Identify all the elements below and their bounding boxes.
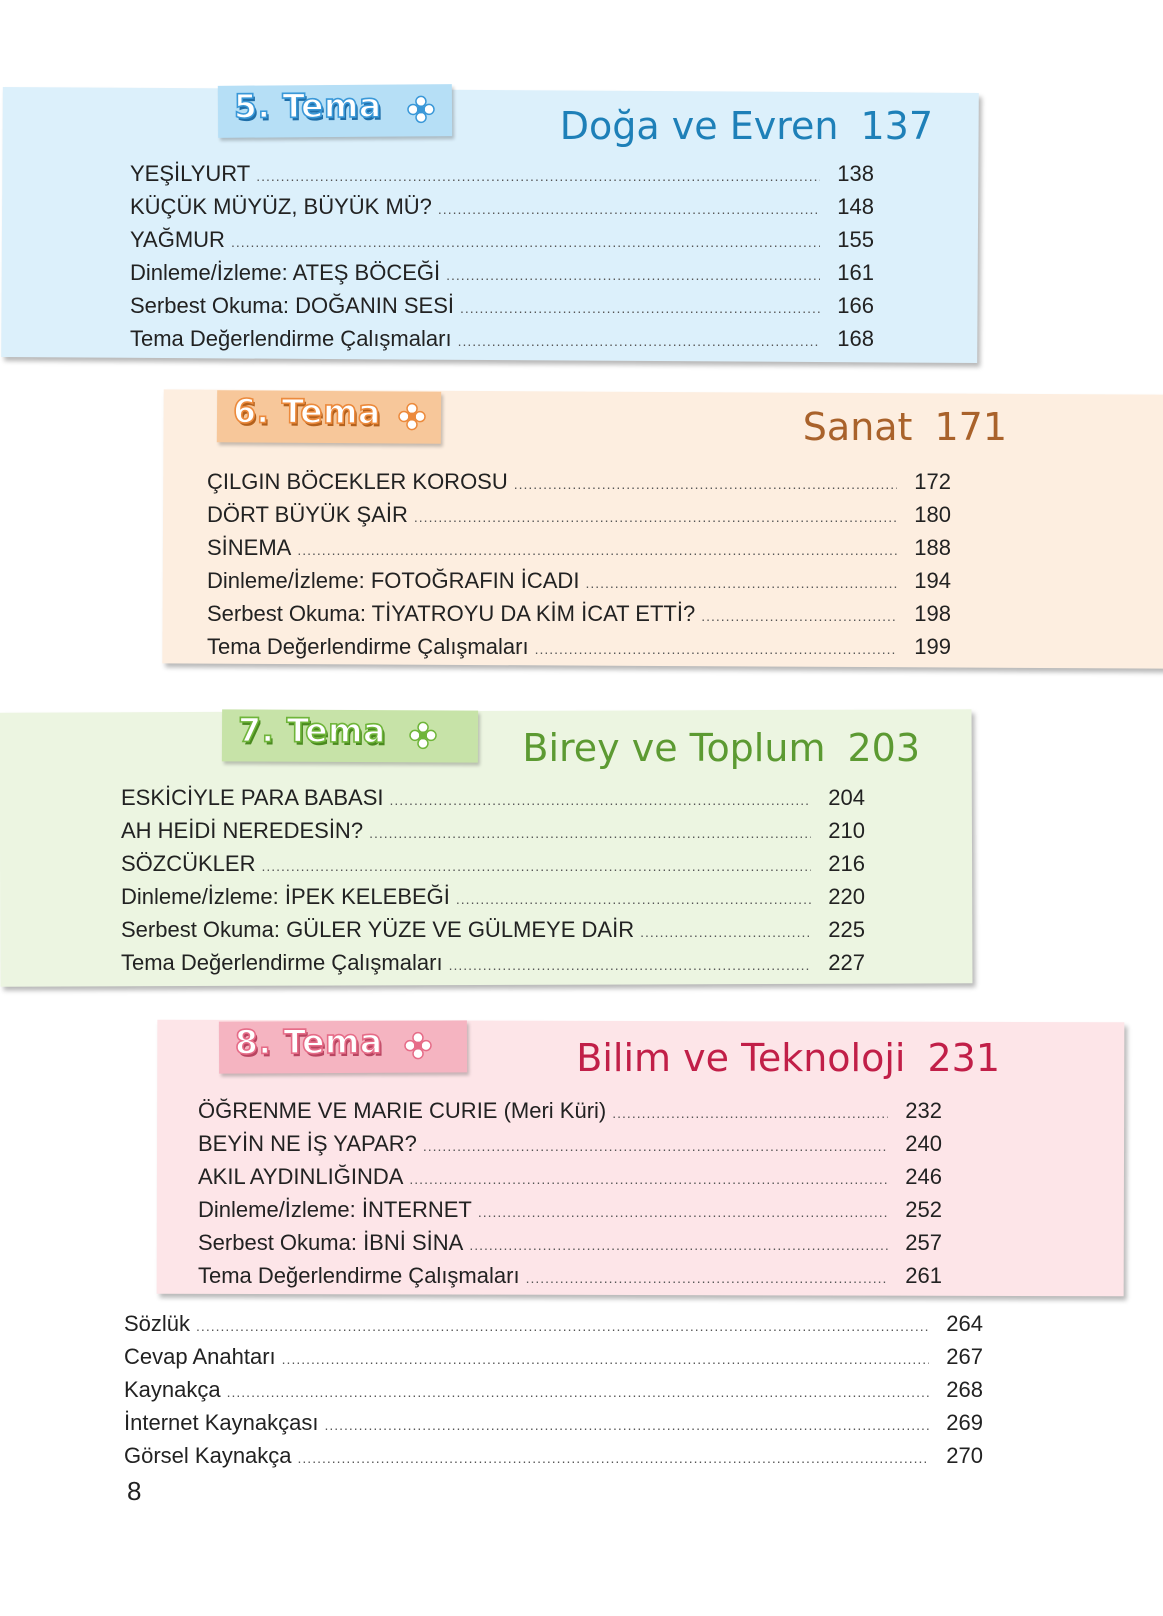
- toc-entry-title: Serbest Okuma: İBNİ SİNA: [198, 1230, 464, 1255]
- toc-entry[interactable]: [207, 630, 951, 663]
- theme-start-page: 171: [934, 405, 1007, 449]
- toc-entry[interactable]: [198, 1094, 942, 1127]
- dot-leader: [438, 193, 820, 226]
- toc-entry-title: Dinleme/İzleme: İNTERNET: [198, 1197, 472, 1222]
- toc-entry[interactable]: [198, 1259, 942, 1292]
- dot-leader: [456, 883, 811, 916]
- toc-entry-title: YEŞİLYURT: [130, 161, 251, 186]
- dot-leader: [414, 501, 897, 534]
- toc-entry-page: 240: [905, 1131, 942, 1156]
- toc-entry[interactable]: [130, 256, 874, 289]
- toc-entry[interactable]: [124, 1307, 983, 1340]
- toc-entry-title: Tema Değerlendirme Çalışmaları: [130, 326, 452, 351]
- dot-leader: [282, 1343, 929, 1376]
- theme-7-tab: [222, 709, 478, 762]
- dot-leader: [409, 1163, 888, 1196]
- dot-leader: [256, 160, 820, 193]
- theme-title-text: Sanat: [802, 405, 913, 449]
- toc-entry[interactable]: [121, 814, 865, 847]
- toc-entry-title: Tema Değerlendirme Çalışmaları: [198, 1263, 520, 1288]
- toc-entry-page: 268: [946, 1377, 983, 1402]
- dot-leader: [324, 1409, 929, 1442]
- toc-entry-title: Tema Değerlendirme Çalışmaları: [121, 950, 443, 975]
- dot-leader: [535, 633, 897, 666]
- toc-entry[interactable]: [207, 498, 951, 531]
- toc-entry[interactable]: [121, 781, 865, 814]
- toc-entry-title: Serbest Okuma: DOĞANIN SESİ: [130, 293, 454, 318]
- toc-entry-page: 257: [905, 1230, 942, 1255]
- theme-5-toc: [130, 157, 874, 355]
- toc-entry-page: 269: [946, 1410, 983, 1435]
- toc-entry-page: 267: [946, 1344, 983, 1369]
- toc-entry[interactable]: [130, 322, 874, 355]
- dot-leader: [196, 1310, 929, 1343]
- theme-start-page: 203: [847, 726, 920, 770]
- theme-6-title: [803, 405, 1007, 449]
- dot-leader: [640, 916, 811, 949]
- toc-entry[interactable]: [130, 223, 874, 256]
- dot-leader: [227, 1376, 929, 1409]
- toc-entry[interactable]: [198, 1193, 942, 1226]
- toc-entry[interactable]: [124, 1406, 983, 1439]
- toc-entry[interactable]: [124, 1373, 983, 1406]
- toc-entry-page: 264: [946, 1311, 983, 1336]
- toc-entry-title: KÜÇÜK MÜYÜZ, BÜYÜK MÜ?: [130, 194, 432, 219]
- theme-5-tab: [218, 84, 452, 138]
- theme-title-text: Doğa ve Evren: [559, 104, 839, 148]
- toc-entry[interactable]: [198, 1226, 942, 1259]
- toc-entry-title: Dinleme/İzleme: FOTOĞRAFIN İCADI: [207, 568, 580, 593]
- theme-start-page: 137: [860, 104, 933, 148]
- theme-title-text: Birey ve Toplum: [522, 726, 826, 770]
- dot-leader: [585, 567, 897, 600]
- toc-entry-title: Dinleme/İzleme: İPEK KELEBEĞİ: [121, 884, 450, 909]
- toc-entry-page: 188: [914, 535, 951, 560]
- toc-entry[interactable]: [130, 157, 874, 190]
- flower-icon: [397, 401, 427, 431]
- theme-tab-label: 5. Tema: [233, 85, 382, 126]
- theme-start-page: 231: [927, 1036, 1000, 1080]
- dot-leader: [390, 784, 812, 817]
- dot-leader: [297, 534, 897, 567]
- toc-entry-page: 166: [837, 293, 874, 318]
- toc-entry[interactable]: [198, 1160, 942, 1193]
- toc-entry-page: 172: [914, 469, 951, 494]
- toc-entry[interactable]: [207, 597, 951, 630]
- toc-entry-page: 210: [828, 818, 865, 843]
- toc-entry-page: 161: [837, 260, 874, 285]
- theme-7-title: [522, 726, 920, 770]
- theme-8-title: [576, 1036, 1000, 1080]
- dot-leader: [478, 1196, 888, 1229]
- toc-entry-title: Serbest Okuma: TİYATROYU DA KİM İCAT ETTİ?: [207, 601, 696, 626]
- toc-entry-title: AKIL AYDINLIĞINDA: [198, 1164, 404, 1189]
- toc-entry[interactable]: [121, 847, 865, 880]
- toc-entry-page: 155: [837, 227, 874, 252]
- toc-entry-title: SİNEMA: [207, 535, 292, 560]
- dot-leader: [514, 468, 897, 501]
- theme-tab-label: 8. Tema: [234, 1021, 383, 1062]
- theme-8-tab: [219, 1020, 467, 1073]
- toc-entry[interactable]: [130, 190, 874, 223]
- toc-entry[interactable]: [121, 880, 865, 913]
- toc-entry-title: Kaynakça: [124, 1377, 221, 1402]
- dot-leader: [701, 600, 897, 633]
- toc-entry-page: 225: [828, 917, 865, 942]
- page-number: 8: [127, 1476, 142, 1506]
- flower-icon: [408, 720, 438, 750]
- toc-entry-title: SÖZCÜKLER: [121, 851, 256, 876]
- toc-entry-page: 204: [828, 785, 865, 810]
- toc-entry[interactable]: [198, 1127, 942, 1160]
- theme-7-toc: [121, 781, 865, 979]
- toc-entry-page: 270: [946, 1443, 983, 1468]
- toc-entry-page: 232: [905, 1098, 942, 1123]
- toc-entry-title: BEYİN NE İŞ YAPAR?: [198, 1131, 417, 1156]
- dot-leader: [458, 325, 820, 358]
- toc-entry[interactable]: [207, 465, 951, 498]
- flower-icon: [406, 94, 436, 124]
- toc-entry[interactable]: [124, 1340, 983, 1373]
- toc-entry-page: 138: [837, 161, 874, 186]
- toc-entry-page: 220: [828, 884, 865, 909]
- dot-leader: [231, 226, 820, 259]
- toc-entry-title: DÖRT BÜYÜK ŞAİR: [207, 502, 408, 527]
- dot-leader: [446, 259, 820, 292]
- theme-5-title: [560, 104, 933, 148]
- toc-entry-title: Sözlük: [124, 1311, 191, 1336]
- theme-6-tab: [217, 390, 441, 444]
- toc-entry-title: ÖĞRENME VE MARIE CURIE (Meri Küri): [198, 1098, 607, 1123]
- theme-tab-label: 7. Tema: [237, 710, 386, 751]
- toc-entry-page: 199: [914, 634, 951, 659]
- toc-entry-page: 216: [828, 851, 865, 876]
- dot-leader: [612, 1097, 888, 1130]
- toc-entry-page: 180: [914, 502, 951, 527]
- toc-entry[interactable]: [207, 531, 951, 564]
- back-matter-toc: [124, 1307, 983, 1472]
- toc-entry-title: YAĞMUR: [130, 227, 225, 252]
- dot-leader: [449, 949, 811, 982]
- toc-entry[interactable]: [130, 289, 874, 322]
- theme-6-toc: [207, 465, 951, 663]
- dot-leader: [261, 850, 811, 883]
- toc-entry-title: ESKİCİYLE PARA BABASI: [121, 785, 384, 810]
- toc-entry-title: Dinleme/İzleme: ATEŞ BÖCEĞİ: [130, 260, 441, 285]
- toc-entry-page: 198: [914, 601, 951, 626]
- toc-entry-page: 168: [837, 326, 874, 351]
- theme-title-text: Bilim ve Teknoloji: [576, 1036, 906, 1080]
- flower-icon: [403, 1031, 433, 1061]
- dot-leader: [298, 1442, 929, 1475]
- toc-entry-title: Tema Değerlendirme Çalışmaları: [207, 634, 529, 659]
- toc-entry[interactable]: [207, 564, 951, 597]
- toc-entry-page: 148: [837, 194, 874, 219]
- dot-leader: [469, 1229, 888, 1262]
- toc-entry-title: AH HEİDİ NEREDESİN?: [121, 818, 364, 843]
- dot-leader: [369, 817, 811, 850]
- toc-entry-title: Serbest Okuma: GÜLER YÜZE VE GÜLMEYE DAİR: [121, 917, 635, 942]
- toc-entry-page: 194: [914, 568, 951, 593]
- toc-entry[interactable]: [121, 913, 865, 946]
- toc-entry[interactable]: [121, 946, 865, 979]
- theme-tab-label: 6. Tema: [232, 391, 381, 432]
- toc-entry-title: İnternet Kaynakçası: [124, 1410, 319, 1435]
- toc-entry-title: ÇILGIN BÖCEKLER KOROSU: [207, 469, 508, 494]
- toc-entry-page: 246: [905, 1164, 942, 1189]
- toc-entry-title: Cevap Anahtarı: [124, 1344, 276, 1369]
- toc-entry-page: 227: [828, 950, 865, 975]
- dot-leader: [423, 1130, 888, 1163]
- theme-8-toc: [198, 1094, 942, 1292]
- toc-entry[interactable]: [124, 1439, 983, 1472]
- toc-entry-title: Görsel Kaynakça: [124, 1443, 292, 1468]
- dot-leader: [526, 1262, 888, 1295]
- toc-entry-page: 252: [905, 1197, 942, 1222]
- toc-entry-page: 261: [905, 1263, 942, 1288]
- dot-leader: [460, 292, 820, 325]
